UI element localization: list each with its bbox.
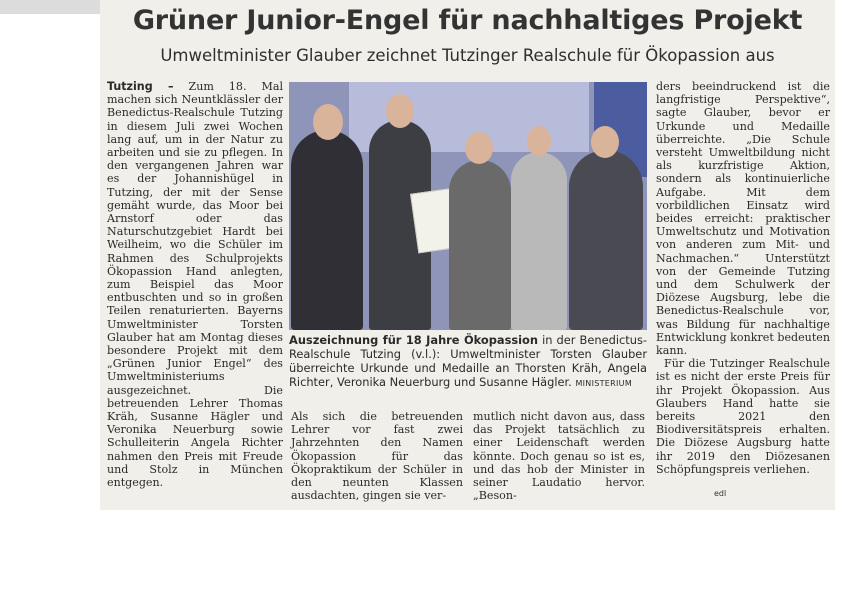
- award-photo: [289, 82, 647, 330]
- caption-title: Auszeichnung für 18 Jahre Ökopassion: [289, 333, 538, 347]
- column-1-text: Zum 18. Mal machen sich Neuntklässler der Benedictus-Realschule Tutzing in diesem Juli zwei Wochen lang auf, um in der Natur zu arbeiten und sie zu pflegen. In den vergangenen Jahren war es der Johannishügel in Tutzing, der mit der Sense gemäht wurde, das Moor bei Arnstorf oder das Naturschutzgebiet Hardt bei Weilheim, wo die Schüler im Rahmen des Schulprojekts Ökopassion Hand anlegten, zum Beispiel das Moor entbuschten und so in großen Teilen renaturierten. Bayerns Umweltminister Torsten Glauber hat am Montag dieses besondere Projekt mit dem „Grünen Junior Engel“ des Umweltministeriums ausgezeichnet. Die betreuenden Lehrer Thomas Kräh, Susanne Hägler und Veronika Neuerburg sowie Schulleiterin Angela Richter nahmen den Preis mit Freude und Stolz in München entgegen.: [107, 80, 283, 490]
- person-2-head: [386, 94, 414, 128]
- scan-shadow: [0, 0, 100, 14]
- photo-caption: [289, 333, 647, 391]
- article-column-3: mutlich nicht davon aus, dass das Projekt tatsächlich zu einer Leidenschaft werden könnte. Doch genau so ist es, und das hob der Minister in seiner Laudatio hervor. „Beson-: [473, 410, 645, 503]
- person-minister-head: [313, 104, 343, 140]
- person-minister: [291, 130, 363, 330]
- photo-credit: MINISTERIUM: [575, 379, 633, 388]
- dateline: Tutzing –: [107, 80, 174, 93]
- caption-text: in der Benedictus-Realschule Tutzing (v.l.): Umweltminister Torsten Glauber überreichte Urkunde und Medaille an Thorsten Kräh, Angela Richter, Veronika Neuerburg und Susanne Hägler.: [289, 333, 647, 389]
- person-3-head: [465, 132, 493, 164]
- person-5-head: [591, 126, 619, 158]
- column-4-paragraph-1: ders beeindruckend ist die langfristige Perspektive“, sagte Glauber, bevor er Urkunde und Medaille überreichte. „Die Schule versteht Umweltbildung nicht als kurzfristige Aktion, sondern als kontinuierliche Aufgabe. Mit dem vorbildlichen Einsatz wird beides erreicht: praktischer Umweltschutz und Motivation von anderen zum Mit- und Nachmachen.“ Unterstützt von der Gemeinde Tutzing und dem Schulwerk der Diözese Augsburg, lebe die Benedictus-Realschule vor, was Bildung für nachhaltige Entwicklung konkret bedeuten kann.: [656, 80, 830, 358]
- person-4-head: [527, 126, 551, 156]
- author-signature: edl: [714, 489, 727, 498]
- person-4: [511, 152, 567, 330]
- article-column-1: [107, 80, 283, 489]
- person-3: [449, 160, 511, 330]
- column-4-paragraph-2: Für die Tutzinger Realschule ist es nicht der erste Preis für ihr Projekt Ökopassion. Aus Glaubers Hand hatte sie bereits 2021 den Biodiversitätspreis erhalten. Die Diözese Augsburg hatte ihr 2019 den Diözesanen Schöpfungspreis verliehen.: [656, 357, 830, 476]
- subheadline: Umweltminister Glauber zeichnet Tutzinger Realschule für Ökopassion aus: [160, 46, 775, 65]
- newspaper-clipping: [100, 0, 835, 510]
- headline: Grüner Junior-Engel für nachhaltiges Projekt: [132, 5, 803, 36]
- person-5: [569, 150, 643, 330]
- article-column-2: Als sich die betreuenden Lehrer vor fast zwei Jahrzehnten den Namen Ökopassion für das Ökopraktikum der Schüler in den neunten Klassen ausdachten, gingen sie ver-: [291, 410, 463, 503]
- article-column-4: [656, 80, 830, 476]
